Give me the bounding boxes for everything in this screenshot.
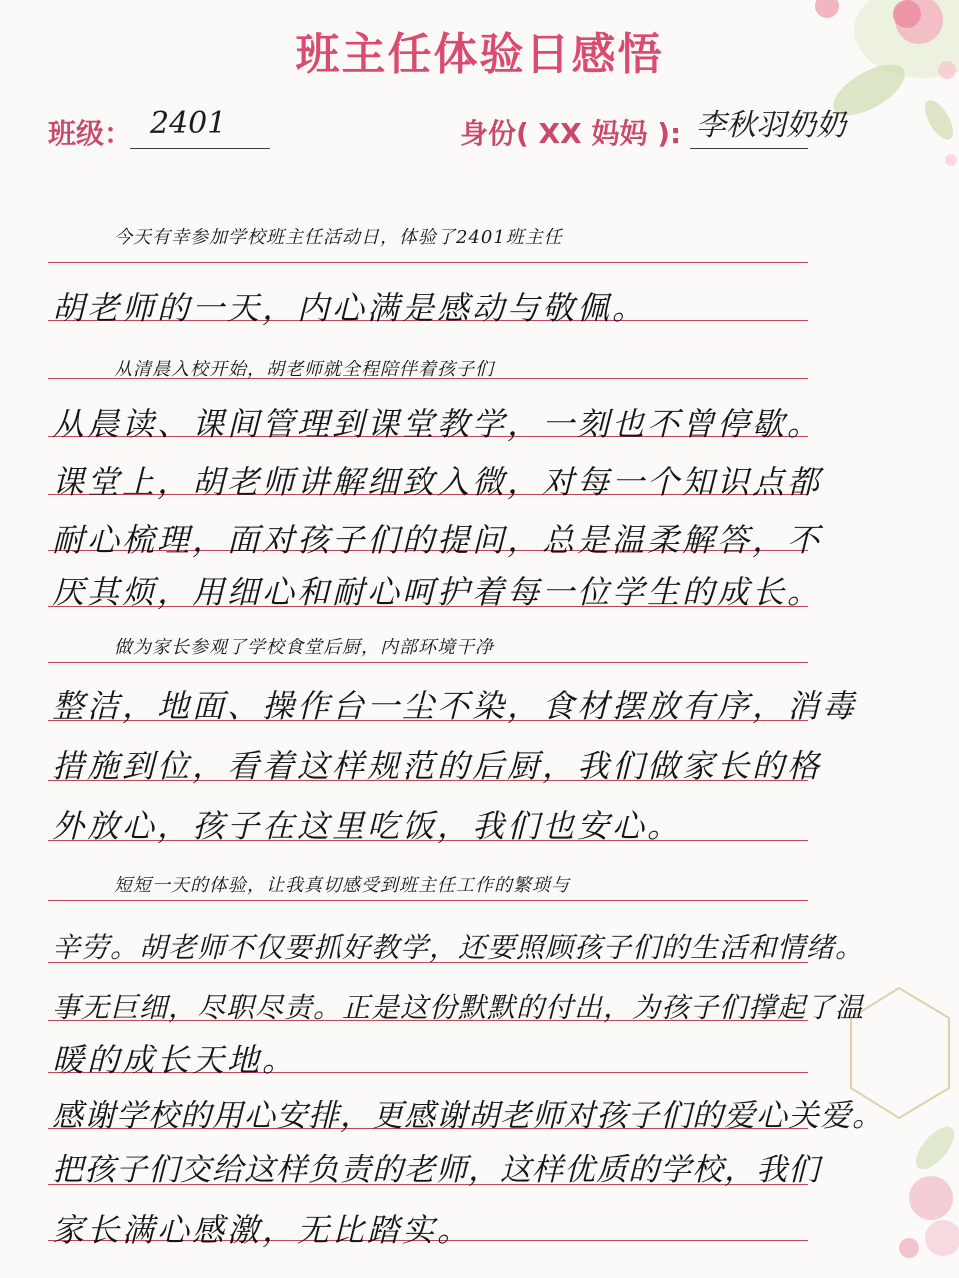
class-label: 班级： — [48, 117, 133, 150]
essay-line: 措施到位，看着这样规范的后厨，我们做家长的格 — [52, 747, 823, 785]
essay-line: 胡老师的一天，内心满是感动与敬佩。 — [52, 289, 648, 327]
role-label: 身份( XX 妈妈 ): — [460, 117, 682, 150]
role-value: 李秋羽奶奶 — [696, 108, 846, 143]
essay-line: 感谢学校的用心安排，更感谢胡老师对孩子们的爱心关爱。 — [52, 1098, 884, 1134]
page-title: 班主任体验日感悟 — [295, 29, 664, 80]
essay-line: 把孩子们交给这样负责的老师，这样优质的学校，我们 — [52, 1152, 820, 1188]
essay-line: 暖的成长天地。 — [52, 1041, 298, 1079]
ruled-line — [48, 262, 808, 263]
essay-line: 今天有幸参加学校班主任活动日，体验了2401班主任 — [114, 227, 563, 248]
essay-line: 外放心，孩子在这里吃饭，我们也安心。 — [52, 807, 683, 845]
essay-line: 短短一天的体验，让我真切感受到班主任工作的繁琐与 — [114, 875, 570, 896]
essay-line: 课堂上，胡老师讲解细致入微，对每一个知识点都 — [52, 463, 823, 501]
essay-line: 厌其烦，用细心和耐心呵护着每一位学生的成长。 — [52, 573, 823, 611]
essay-line: 从清晨入校开始，胡老师就全程陪伴着孩子们 — [114, 359, 494, 380]
essay-line: 耐心梳理，面对孩子们的提问，总是温柔解答，不 — [52, 521, 823, 559]
essay-line: 事无巨细，尽职尽责。正是这份默默的付出，为孩子们撑起了温 — [52, 991, 865, 1024]
essay-line: 家长满心感激，无比踏实。 — [52, 1211, 473, 1249]
class-value: 2401 — [150, 106, 227, 141]
class-underline — [130, 148, 270, 149]
role-underline — [690, 148, 808, 149]
essay-line: 整洁，地面、操作台一尘不染，食材摆放有序，消毒 — [52, 687, 858, 725]
essay-line: 做为家长参观了学校食堂后厨，内部环境干净 — [114, 637, 494, 658]
essay-line: 辛劳。胡老师不仅要抓好教学，还要照顾孩子们的生活和情绪。 — [52, 931, 865, 964]
essay-line: 从晨读、课间管理到课堂教学，一刻也不曾停歇。 — [52, 405, 823, 443]
